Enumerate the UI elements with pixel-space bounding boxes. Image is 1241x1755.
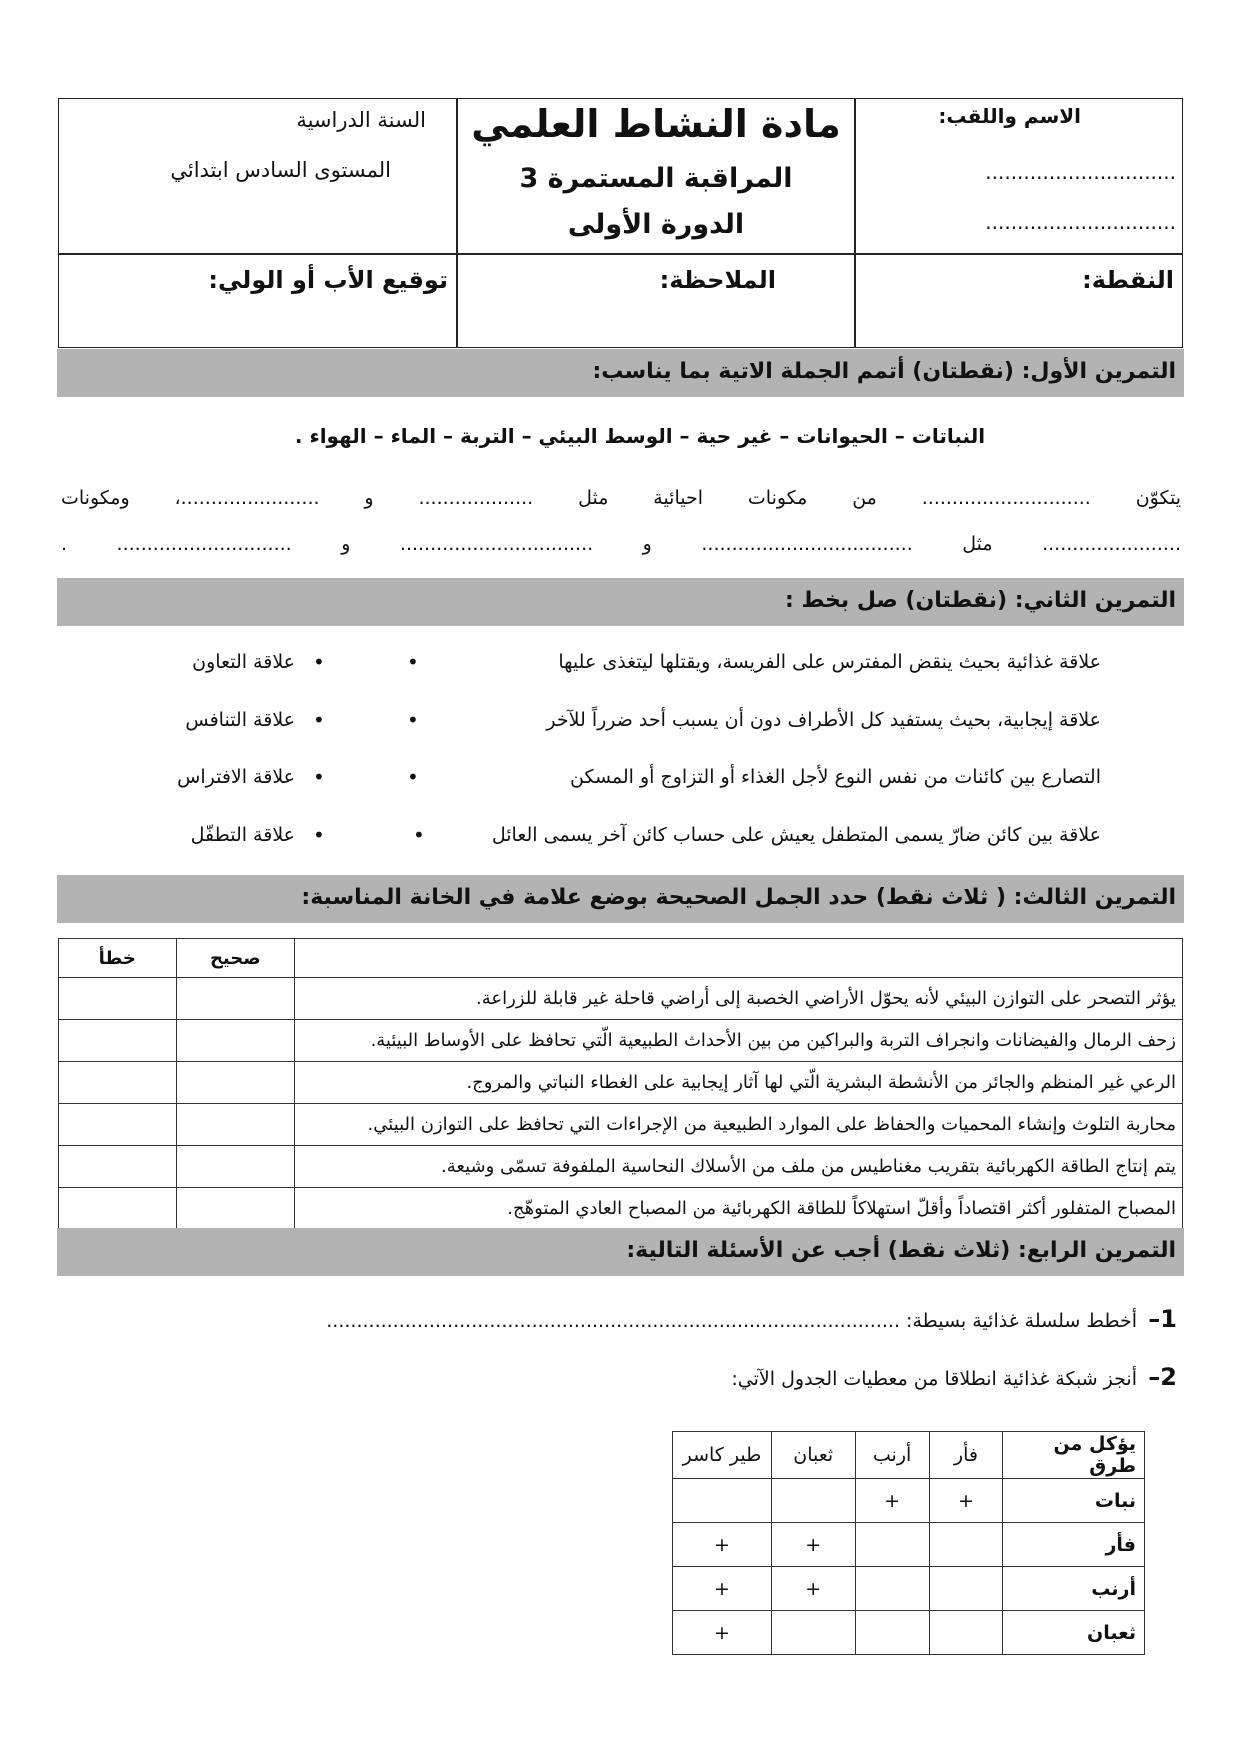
table-cell: + xyxy=(673,1611,772,1655)
false-check-cell[interactable] xyxy=(59,1104,177,1146)
true-check-cell[interactable] xyxy=(176,1146,295,1188)
table-row xyxy=(673,1567,1145,1611)
false-check-cell[interactable] xyxy=(59,1020,177,1062)
grade-label: النقطة: xyxy=(1082,266,1174,294)
table-row xyxy=(673,1611,1145,1655)
table-cell: + xyxy=(771,1567,855,1611)
level-label: المستوى السادس ابتدائي xyxy=(170,158,391,182)
table-header: يؤكل من طرق xyxy=(1003,1432,1145,1479)
table-row xyxy=(59,1146,1183,1188)
match-left-item: علاقة غذائية بحيث ينقض المفترس على الفريسة، ويقتلها ليتغذى عليها xyxy=(558,651,1101,673)
table-row xyxy=(673,1523,1145,1567)
table-cell xyxy=(855,1567,929,1611)
subject-title: مادة النشاط العلمي xyxy=(471,102,841,146)
question-1: أخطط سلسلة غذائية بسيطة: ............................................................................................... xyxy=(326,1310,1137,1332)
exercise-1-title: التمرين الأول: (نقطتان) أتمم الجملة الاتية بما يناسب: xyxy=(592,359,1176,384)
table-cell xyxy=(771,1479,855,1523)
match-right-item: علاقة الافتراس xyxy=(177,766,295,788)
table-row xyxy=(673,1432,1145,1479)
match-right-item: علاقة التعاون xyxy=(192,651,295,673)
remark-label: الملاحظة: xyxy=(659,266,776,294)
table-header: فأر xyxy=(929,1432,1003,1479)
question-1-number: 1– xyxy=(1148,1305,1177,1333)
statement-cell: محاربة التلوث وإنشاء المحميات والحفاظ على الموارد الطبيعية من الإجراءات التي تحافظ على التوازن البيئي. xyxy=(295,1104,1183,1146)
true-check-cell[interactable] xyxy=(176,1020,295,1062)
table-cell: + xyxy=(771,1523,855,1567)
table-header: ثعبان xyxy=(771,1432,855,1479)
true-check-cell[interactable] xyxy=(176,1104,295,1146)
row-label: نبات xyxy=(1003,1479,1145,1523)
question-2: أنجز شبكة غذائية انطلاقا من معطيات الجدول الآتي: xyxy=(731,1368,1137,1390)
table-row xyxy=(59,1188,1183,1230)
table-cell xyxy=(929,1523,1003,1567)
table-header: أرنب xyxy=(855,1432,929,1479)
word-bank: النباتات – الحيوانات – غير حية – الوسط البيئي – التربة – الماء – الهواء . xyxy=(294,424,986,448)
match-left-item: علاقة إيجابية، بحيث يستفيد كل الأطراف دون أن يسبب أحد ضرراً للآخر xyxy=(546,709,1101,731)
row-label: ثعبان xyxy=(1003,1611,1145,1655)
exercise-2-title: التمرين الثاني: (نقطتان) صل بخط : xyxy=(785,588,1176,613)
statement-cell: المصباح المتفلور أكثر اقتصاداً وأقلّ استهلاكاً للطاقة الكهربائية من المصباح العادي المتوهّج. xyxy=(295,1188,1183,1230)
table-cell: + xyxy=(673,1523,772,1567)
name-dots: .............................. xyxy=(985,160,1176,184)
false-header: خطأ xyxy=(59,939,177,978)
row-label: أرنب xyxy=(1003,1567,1145,1611)
table-row xyxy=(59,978,1183,1020)
false-check-cell[interactable] xyxy=(59,978,177,1020)
false-check-cell[interactable] xyxy=(59,1188,177,1230)
table-cell xyxy=(929,1611,1003,1655)
signature-label: توقيع الأب أو الولي: xyxy=(208,266,448,294)
statement-cell: الرعي غير المنظم والجائر من الأنشطة البشرية الّتي لها آثار إيجابية على الغطاء النباتي والمروج. xyxy=(295,1062,1183,1104)
match-dot-left[interactable]: • xyxy=(407,765,419,789)
fill-line-1: يتكوّن ............................ من مكونات احيائية مثل ................... و .......................، ومكونات xyxy=(61,487,1181,509)
match-left-item: علاقة بين كائن ضارّ يسمى المتطفل يعيش على حساب كائن آخر يسمى العائل xyxy=(491,824,1101,846)
match-dot-left[interactable]: • xyxy=(407,650,419,674)
match-dot-right[interactable]: • xyxy=(313,765,325,789)
true-check-cell[interactable] xyxy=(176,1188,295,1230)
row-label: فأر xyxy=(1003,1523,1145,1567)
table-row xyxy=(59,1104,1183,1146)
table-cell xyxy=(673,1479,772,1523)
table-cell xyxy=(771,1611,855,1655)
table-row xyxy=(59,1062,1183,1104)
table-cell xyxy=(855,1523,929,1567)
session-title: الدورة الأولى xyxy=(567,209,745,240)
exercise-3-band xyxy=(57,875,1184,923)
true-header: صحيح xyxy=(176,939,295,978)
statement-cell: يؤثر التصحر على التوازن البيئي لأنه يحوّل الأراضي الخصبة إلى أراضي قاحلة غير قابلة للزراعة. xyxy=(295,978,1183,1020)
exercise-4-title: التمرين الرابع: (ثلاث نقط) أجب عن الأسئلة التالية: xyxy=(626,1238,1176,1263)
exercise-4-band xyxy=(57,1228,1184,1276)
exercise-2-band xyxy=(57,578,1184,626)
statement-cell: زحف الرمال والفيضانات وانجراف التربة والبراكين من بين الأحداث الطبيعية الّتي تحافظ على الأوساط البيئية. xyxy=(295,1020,1183,1062)
true-check-cell[interactable] xyxy=(176,1062,295,1104)
table-cell: + xyxy=(929,1479,1003,1523)
header-divider xyxy=(59,253,1182,255)
table-cell: + xyxy=(673,1567,772,1611)
match-dot-right[interactable]: • xyxy=(313,650,325,674)
false-check-cell[interactable] xyxy=(59,1062,177,1104)
table-cell xyxy=(929,1567,1003,1611)
table-header: طير كاسر xyxy=(673,1432,772,1479)
year-label: السنة الدراسية xyxy=(296,108,426,132)
exam-title: المراقبة المستمرة 3 xyxy=(519,163,793,194)
table-row xyxy=(673,1479,1145,1523)
exercise-1-band xyxy=(57,349,1184,397)
match-dot-left[interactable]: • xyxy=(413,823,425,847)
question-2-number: 2– xyxy=(1148,1363,1177,1391)
food-web-table xyxy=(672,1431,1145,1655)
statement-cell: يتم إنتاج الطاقة الكهربائية بتقريب مغناطيس من ملف من الأسلاك النحاسية الملفوفة تسمّى وشيعة. xyxy=(295,1146,1183,1188)
match-dot-left[interactable]: • xyxy=(407,708,419,732)
true-check-cell[interactable] xyxy=(176,978,295,1020)
name-label: الاسم واللقب: xyxy=(938,104,1081,128)
name-dots: .............................. xyxy=(985,210,1176,234)
exercise-3-title: التمرين الثالث: ( ثلاث نقط) حدد الجمل الصحيحة بوضع علامة في الخانة المناسبة: xyxy=(301,885,1176,910)
match-left-item: التصارع بين كائنات من نفس النوع لأجل الغذاء أو التزاوج أو المسكن xyxy=(569,766,1101,788)
match-dot-right[interactable]: • xyxy=(313,708,325,732)
fill-line-2: ....................... مثل ................................... و ................................ و ............................. . xyxy=(61,533,1181,555)
statement-header-cell xyxy=(295,939,1183,978)
table-cell: + xyxy=(855,1479,929,1523)
table-row xyxy=(59,1020,1183,1062)
table-row xyxy=(59,939,1183,978)
match-right-item: علاقة التطفّل xyxy=(190,824,295,846)
match-dot-right[interactable]: • xyxy=(313,823,325,847)
true-false-table xyxy=(58,938,1183,1230)
table-cell xyxy=(855,1611,929,1655)
false-check-cell[interactable] xyxy=(59,1146,177,1188)
match-right-item: علاقة التنافس xyxy=(185,709,295,731)
